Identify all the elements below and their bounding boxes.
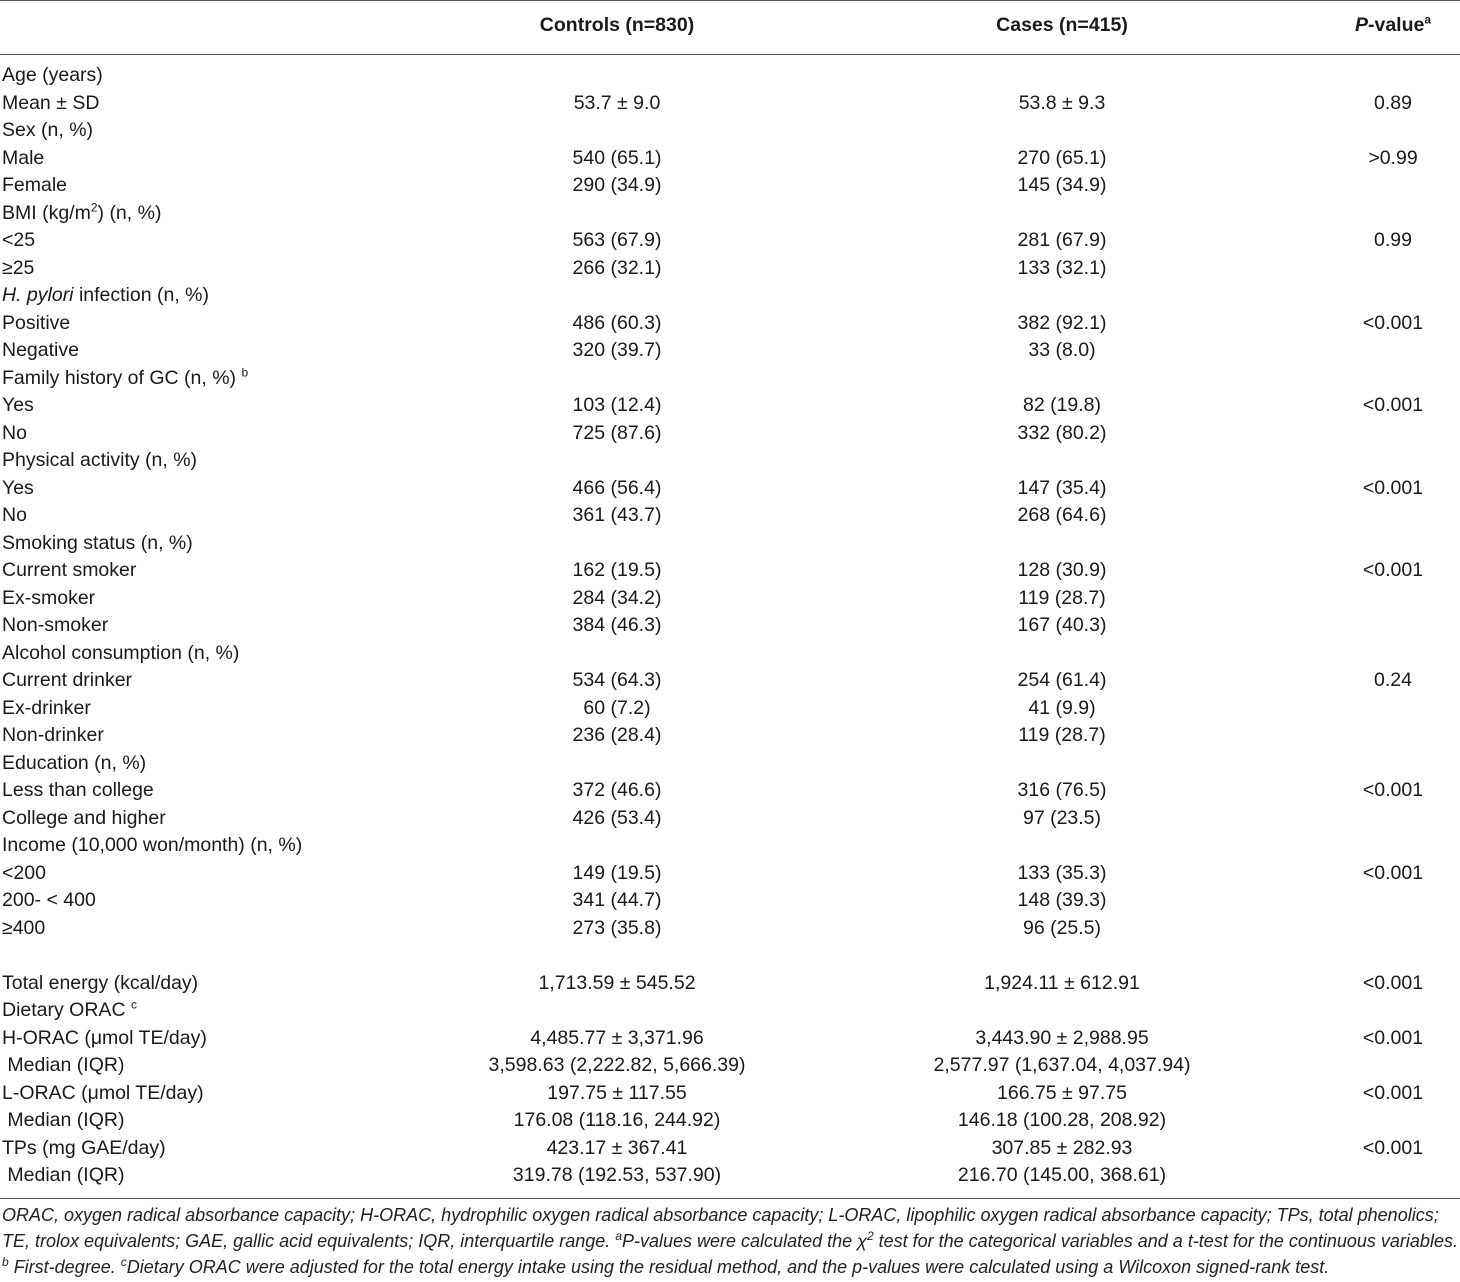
p-value-cell [1330, 1025, 1456, 1053]
controls-cell: 60 (7.2) [583, 696, 651, 719]
row-label-italic: H. pylori [2, 284, 74, 306]
p-value-cell [1330, 365, 1456, 393]
table-row [0, 447, 1460, 475]
cases-cell: 82 (19.8) [1022, 394, 1102, 416]
table-row [0, 915, 1460, 943]
table-row [0, 722, 1460, 750]
table-row [0, 1162, 1460, 1190]
table-row [0, 997, 1460, 1025]
cases-cell: 316 (76.5) [1017, 779, 1107, 801]
p-value-text: <0.001 [1362, 971, 1424, 994]
controls-cell: 290 (34.9) [572, 174, 662, 196]
p-value-cell [1330, 640, 1456, 668]
cases-cell: 3,443.90 ± 2,988.95 [975, 1026, 1149, 1049]
cases-cell: 148 (39.3) [1017, 889, 1107, 911]
p-value-cell [1330, 337, 1456, 365]
cases-cell: 128 (30.9) [1017, 559, 1107, 581]
row-label-text: Non-drinker [2, 724, 104, 746]
footnote-c-text: Dietary ORAC were adjusted for the total energy intake using the residual method, and the p-values were calculated using a Wilcoxon signed-rank test. [126, 1257, 1330, 1277]
table-row [0, 200, 1460, 228]
p-value-cell [1330, 915, 1456, 943]
p-value-cell [1330, 832, 1456, 860]
row-label [2, 502, 27, 530]
p-value-text: <0.001 [1362, 559, 1424, 581]
p-value-text: 0.89 [1374, 91, 1412, 114]
row-label [2, 1162, 124, 1190]
row-label [2, 997, 137, 1025]
table-row [0, 1107, 1460, 1135]
row-label [2, 365, 248, 393]
p-value-cell [1330, 970, 1456, 998]
p-value-cell [1330, 420, 1456, 448]
cases-cell: 119 (28.7) [1018, 586, 1106, 609]
p-value-cell [1330, 90, 1456, 118]
table-row [0, 145, 1460, 173]
header-p-sup: a [1424, 12, 1432, 27]
p-value-cell [1330, 145, 1456, 173]
row-label-text: Education (n, %) [2, 751, 147, 774]
p-value-cell [1330, 667, 1456, 695]
table-row [0, 1052, 1460, 1080]
row-label [2, 255, 34, 283]
row-label-text: Median (IQR) [2, 1164, 125, 1186]
row-label-text: <25 [2, 229, 36, 251]
p-value-text: >0.99 [1368, 146, 1418, 169]
table-footnote [2, 1202, 1458, 1280]
row-label-text: Negative [2, 339, 79, 361]
footnote-c-marker: c [120, 1255, 127, 1269]
row-label-text: No [2, 421, 27, 444]
row-label [2, 1135, 166, 1163]
table-row [0, 1135, 1460, 1163]
row-label [2, 310, 70, 338]
row-label-text: Smoking status (n, %) [2, 531, 193, 554]
row-label [2, 392, 34, 420]
cases-cell: 41 (9.9) [1028, 696, 1096, 719]
row-label-text: BMI (kg/m [2, 201, 91, 224]
row-label [2, 722, 104, 750]
table-row [0, 62, 1460, 90]
row-label-sup: c [130, 997, 137, 1012]
controls-cell: 273 (35.8) [572, 916, 662, 939]
p-value-cell [1330, 447, 1456, 475]
controls-cell: 149 (19.5) [572, 861, 662, 884]
row-label [2, 200, 161, 228]
table-row [0, 227, 1460, 255]
table-row [0, 970, 1460, 998]
controls-cell: 236 (28.4) [572, 724, 662, 746]
row-label-text: Ex-smoker [2, 586, 96, 609]
p-value-cell [1330, 310, 1456, 338]
header-p-value [1330, 14, 1456, 37]
table-row [0, 117, 1460, 145]
row-label-text: No [2, 504, 27, 526]
controls-cell: 534 (64.3) [572, 669, 662, 691]
row-label-tail: ) (n, %) [97, 201, 162, 224]
cases-cell: 270 (65.1) [1017, 146, 1107, 169]
table-row [0, 337, 1460, 365]
header-cases: Cases (n=415) [996, 14, 1128, 36]
p-value-cell [1330, 722, 1456, 750]
p-value-cell [1330, 1080, 1456, 1108]
table-header-rule [0, 54, 1460, 55]
header-p-italic: P [1354, 14, 1368, 36]
row-label [2, 282, 209, 310]
p-value-text: <0.001 [1362, 1026, 1424, 1049]
row-label-text: Alcohol consumption (n, %) [2, 641, 240, 664]
table-row [0, 750, 1460, 778]
cases-cell: 53.8 ± 9.3 [1018, 91, 1106, 114]
row-label [2, 805, 166, 833]
p-value-cell [1330, 62, 1456, 90]
row-label [2, 475, 34, 503]
row-label [2, 915, 45, 943]
controls-cell: 176.08 (118.16, 244.92) [513, 1109, 721, 1131]
p-value-text: <0.001 [1362, 1136, 1424, 1159]
header-p-rest: -value [1367, 14, 1425, 36]
p-value-cell [1330, 777, 1456, 805]
cases-cell: 33 (8.0) [1028, 339, 1096, 361]
table-row [0, 90, 1460, 118]
table-bottom-rule [0, 1198, 1460, 1199]
controls-cell: 466 (56.4) [572, 476, 662, 499]
cases-cell: 2,577.97 (1,637.04, 4,037.94) [933, 1054, 1191, 1076]
cases-cell: 145 (34.9) [1017, 174, 1107, 196]
p-value-cell [1330, 475, 1456, 503]
row-label-text: H-ORAC (μmol TE/day) [2, 1026, 207, 1049]
p-value-text: 0.99 [1374, 229, 1412, 251]
table-row [0, 667, 1460, 695]
cases-cell: 1,924.11 ± 612.91 [984, 971, 1140, 994]
p-value-text: 0.24 [1374, 669, 1412, 691]
table-row [0, 640, 1460, 668]
p-value-cell [1330, 200, 1456, 228]
controls-cell: 540 (65.1) [572, 146, 662, 169]
controls-cell: 3,598.63 (2,222.82, 5,666.39) [488, 1054, 746, 1076]
table-row [0, 777, 1460, 805]
table-row [0, 612, 1460, 640]
row-label [2, 887, 96, 915]
cases-cell: 133 (32.1) [1017, 256, 1107, 279]
footnote-b-marker: b [2, 1255, 9, 1269]
table-row [0, 887, 1460, 915]
p-value-cell [1330, 530, 1456, 558]
row-label-text: Median (IQR) [2, 1054, 125, 1076]
header-controls: Controls (n=830) [539, 14, 695, 36]
table-spacer-row [0, 942, 1460, 970]
row-label-text: Mean ± SD [2, 91, 100, 114]
row-label [2, 1107, 124, 1135]
controls-cell: 486 (60.3) [572, 311, 662, 334]
cases-cell: 133 (35.3) [1017, 861, 1107, 884]
row-label [2, 585, 95, 613]
footnote-abbreviations: ORAC, oxygen radical absorbance capacity; H-ORAC, hydrophilic oxygen radical absorbance capacity; L-ORAC, lipophilic oxygen radical absorbance capacity; TPs, total phenolics; TE, trolox equivalents; GAE, gallic acid equivalents; IQR, interquartile range. [2, 1205, 1439, 1251]
row-label-text: Current smoker [2, 559, 137, 581]
row-label-text: Median (IQR) [2, 1109, 125, 1131]
row-label [2, 1025, 207, 1053]
row-label-text: ≥25 [2, 256, 35, 279]
row-label [2, 777, 154, 805]
row-label [2, 750, 146, 778]
row-label [2, 145, 44, 173]
row-label-text: Current drinker [2, 669, 133, 691]
p-value-cell [1330, 612, 1456, 640]
table-row [0, 860, 1460, 888]
controls-cell: 53.7 ± 9.0 [573, 91, 661, 114]
row-label-text: Sex (n, %) [2, 119, 94, 141]
row-label-text: ≥400 [2, 916, 46, 939]
p-value-cell [1330, 585, 1456, 613]
table-row [0, 530, 1460, 558]
p-value-cell [1330, 255, 1456, 283]
row-label-sup: b [241, 365, 249, 379]
controls-cell: 341 (44.7) [572, 889, 662, 911]
p-value-cell [1330, 392, 1456, 420]
row-label [2, 1080, 204, 1108]
row-label-text: Male [2, 146, 45, 169]
table-row [0, 805, 1460, 833]
controls-cell: 426 (53.4) [572, 806, 662, 829]
row-label [2, 860, 46, 888]
cases-cell: 216.70 (145.00, 368.61) [957, 1164, 1167, 1186]
row-label-text: L-ORAC (μmol TE/day) [2, 1081, 204, 1104]
row-label-text: Age (years) [2, 64, 103, 86]
cases-cell: 254 (61.4) [1017, 669, 1107, 691]
footnote-a-text-1: P-values were calculated the [622, 1231, 858, 1251]
row-label [2, 172, 67, 200]
cases-cell: 382 (92.1) [1017, 311, 1107, 334]
p-value-cell [1330, 750, 1456, 778]
p-value-cell [1330, 887, 1456, 915]
cases-cell: 281 (67.9) [1017, 229, 1107, 251]
p-value-cell [1330, 282, 1456, 310]
row-label-text: Less than college [2, 779, 154, 801]
row-label-text: Positive [2, 311, 71, 334]
row-label-text: infection (n, %) [73, 284, 210, 306]
p-value-text: <0.001 [1362, 861, 1424, 884]
table-header [0, 0, 1460, 54]
row-label [2, 337, 79, 365]
row-label-text: <200 [2, 861, 46, 884]
table-row [0, 282, 1460, 310]
controls-cell: 103 (12.4) [572, 394, 662, 416]
row-label-text: Female [2, 174, 68, 196]
table-row [0, 557, 1460, 585]
table-row [0, 832, 1460, 860]
controls-cell: 284 (34.2) [572, 586, 662, 609]
table-row [0, 1080, 1460, 1108]
p-value-cell [1330, 502, 1456, 530]
controls-cell: 266 (32.1) [572, 256, 662, 279]
row-label-text: 200- < 400 [2, 889, 96, 911]
table-row [0, 695, 1460, 723]
cases-cell: 268 (64.6) [1017, 504, 1107, 526]
footnote-chi-symbol: χ [857, 1231, 867, 1251]
row-label-text: College and higher [2, 806, 166, 829]
controls-cell: 1,713.59 ± 545.52 [538, 971, 696, 994]
p-value-cell [1330, 172, 1456, 200]
row-label [2, 970, 198, 998]
controls-cell: 197.75 ± 117.55 [547, 1081, 687, 1104]
table-row [0, 1025, 1460, 1053]
row-label [2, 557, 136, 585]
row-label [2, 447, 197, 475]
p-value-cell [1330, 1135, 1456, 1163]
table-row [0, 585, 1460, 613]
cases-cell: 119 (28.7) [1018, 724, 1106, 746]
table-row [0, 502, 1460, 530]
footnote-b-text: First-degree. [8, 1257, 121, 1277]
footnote-a-marker: a [615, 1229, 622, 1243]
p-value-cell [1330, 117, 1456, 145]
p-value-cell [1330, 805, 1456, 833]
row-label-text: Yes [2, 476, 34, 499]
controls-cell: 372 (46.6) [572, 779, 662, 801]
row-label [2, 117, 93, 145]
cases-cell: 167 (40.3) [1017, 614, 1107, 636]
controls-cell: 725 (87.6) [572, 421, 662, 444]
row-label [2, 90, 99, 118]
row-label [2, 62, 103, 90]
cases-cell: 307.85 ± 282.93 [991, 1136, 1133, 1159]
p-value-text: <0.001 [1362, 779, 1424, 801]
row-label [2, 667, 132, 695]
row-label-text: Total energy (kcal/day) [2, 971, 199, 994]
footnote-chi-sup: 2 [866, 1229, 874, 1243]
row-label-text: Non-smoker [2, 614, 109, 636]
cases-cell: 146.18 (100.28, 208.92) [957, 1109, 1167, 1131]
row-label [2, 612, 108, 640]
row-label-text: Physical activity (n, %) [2, 449, 198, 471]
row-label-text: Dietary ORAC [2, 999, 131, 1021]
p-value-cell [1330, 557, 1456, 585]
row-label-text: TPs (mg GAE/day) [2, 1136, 166, 1159]
controls-cell: 320 (39.7) [572, 339, 662, 361]
table-row [0, 310, 1460, 338]
row-label-text: Income (10,000 won/month) (n, %) [2, 834, 303, 856]
p-value-cell [1330, 860, 1456, 888]
controls-cell: 423.17 ± 367.41 [546, 1136, 688, 1159]
row-label [2, 530, 193, 558]
controls-cell: 4,485.77 ± 3,371.96 [530, 1026, 704, 1049]
p-value-cell [1330, 997, 1456, 1025]
p-value-text: <0.001 [1362, 311, 1424, 334]
row-label [2, 832, 302, 860]
controls-cell: 162 (19.5) [572, 559, 662, 581]
controls-cell: 384 (46.3) [572, 614, 662, 636]
row-label-text: Family history of GC (n, %) [2, 366, 242, 389]
row-label [2, 695, 91, 723]
table-row [0, 365, 1460, 393]
cases-cell: 332 (80.2) [1017, 421, 1107, 444]
table-row [0, 255, 1460, 283]
controls-cell: 563 (67.9) [572, 229, 662, 251]
cases-cell: 96 (25.5) [1022, 916, 1102, 939]
p-value-text: <0.001 [1362, 476, 1424, 499]
cases-cell: 147 (35.4) [1017, 476, 1107, 499]
row-label [2, 640, 239, 668]
table-row [0, 172, 1460, 200]
p-value-cell [1330, 1052, 1456, 1080]
table-row [0, 420, 1460, 448]
footnote-a-text-2: test for the categorical variables and a t-test for the continuous variables. [873, 1231, 1458, 1251]
p-value-cell [1330, 1107, 1456, 1135]
controls-cell: 361 (43.7) [572, 504, 662, 526]
row-label [2, 1052, 124, 1080]
p-value-text: <0.001 [1362, 394, 1424, 416]
cases-cell: 166.75 ± 97.75 [997, 1081, 1127, 1104]
table-row [0, 392, 1460, 420]
p-value-text: <0.001 [1362, 1081, 1424, 1104]
p-value-cell [1330, 1162, 1456, 1190]
row-label-text: Ex-drinker [2, 696, 91, 719]
row-label-text: Yes [2, 394, 34, 416]
controls-cell: 319.78 (192.53, 537.90) [512, 1164, 722, 1186]
cases-cell: 97 (23.5) [1022, 806, 1102, 829]
row-label [2, 227, 35, 255]
row-label [2, 420, 27, 448]
p-value-cell [1330, 695, 1456, 723]
table-row [0, 475, 1460, 503]
row-label-sup: 2 [90, 200, 98, 214]
p-value-cell [1330, 227, 1456, 255]
